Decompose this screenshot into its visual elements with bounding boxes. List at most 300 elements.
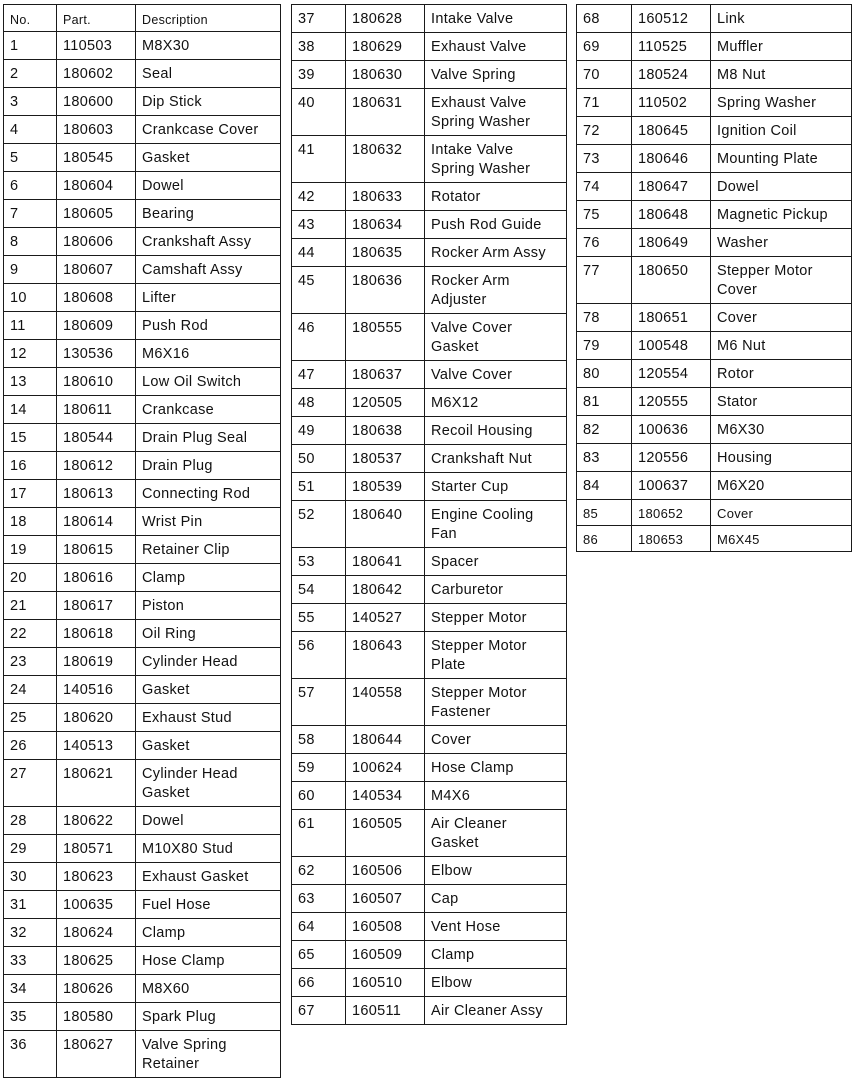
table-row	[4, 200, 281, 228]
table-row	[292, 754, 567, 782]
cell-description	[136, 704, 281, 732]
cell-description	[136, 620, 281, 648]
table-row	[4, 564, 281, 592]
table-row	[577, 89, 852, 117]
cell-part-text: 160508	[352, 919, 403, 935]
cell-part-text: 110525	[638, 39, 688, 55]
cell-part	[346, 782, 425, 810]
cell-description	[425, 782, 567, 810]
cell-description	[711, 201, 852, 229]
cell-no	[292, 33, 346, 61]
cell-no-text: 27	[10, 766, 27, 782]
cell-no-text: 69	[583, 39, 600, 55]
cell-no-text: 73	[583, 151, 600, 167]
cell-part	[346, 267, 425, 314]
cell-description-text: Rotor	[717, 366, 754, 382]
cell-part-text: 180608	[63, 290, 114, 306]
cell-no-text: 78	[583, 310, 600, 326]
cell-description-text: Crankcase	[142, 402, 215, 418]
cell-no	[292, 754, 346, 782]
cell-description-text: Hose Clamp	[142, 953, 225, 969]
cell-part-text: 160505	[352, 816, 403, 832]
cell-description-text: Stepper Motor	[431, 610, 527, 626]
cell-description	[136, 424, 281, 452]
cell-description	[425, 754, 567, 782]
cell-no	[292, 473, 346, 501]
cell-no	[4, 704, 57, 732]
cell-description	[136, 919, 281, 947]
cell-part	[346, 810, 425, 857]
table-header-row	[4, 5, 281, 32]
table-row	[292, 857, 567, 885]
cell-part	[346, 89, 425, 136]
cell-no-text: 9	[10, 262, 19, 278]
cell-part	[57, 704, 136, 732]
cell-part	[346, 885, 425, 913]
cell-no	[292, 576, 346, 604]
cell-no-text: 6	[10, 178, 19, 194]
cell-description	[136, 863, 281, 891]
cell-part	[346, 576, 425, 604]
cell-description	[425, 314, 567, 361]
cell-description	[136, 807, 281, 835]
cell-no-text: 79	[583, 338, 600, 354]
table-row	[4, 835, 281, 863]
parts-table-column-3	[576, 4, 852, 552]
cell-description	[425, 632, 567, 679]
cell-part-text: 180613	[63, 486, 114, 502]
cell-part-text: 180618	[63, 626, 114, 642]
cell-description	[711, 526, 852, 552]
cell-no-text: 51	[298, 479, 315, 495]
cell-no	[577, 500, 632, 526]
cell-no-text: 24	[10, 682, 27, 698]
cell-part	[346, 417, 425, 445]
table-row	[4, 88, 281, 116]
cell-description-text: Cap	[431, 891, 459, 907]
cell-part-text: 180571	[63, 841, 114, 857]
cell-description-text: Stator	[717, 394, 758, 410]
cell-part-text: 180642	[352, 582, 403, 598]
cell-description-text: Engine Cooling Fan	[431, 507, 534, 542]
cell-description	[711, 257, 852, 304]
cell-no	[577, 416, 632, 444]
cell-part	[57, 32, 136, 60]
table-row	[577, 500, 852, 526]
table-row	[4, 947, 281, 975]
cell-description-text: Spring Washer	[717, 95, 817, 111]
cell-no-text: 2	[10, 66, 19, 82]
cell-description	[136, 396, 281, 424]
cell-no-text: 34	[10, 981, 27, 997]
cell-no	[292, 941, 346, 969]
cell-description	[711, 472, 852, 500]
cell-part-text: 110502	[638, 95, 688, 111]
cell-description	[136, 947, 281, 975]
cell-description-text: M6X30	[717, 422, 765, 438]
cell-part-text: 180646	[638, 151, 689, 167]
cell-no-text: 39	[298, 67, 315, 83]
cell-description	[711, 500, 852, 526]
cell-description-text: Recoil Housing	[431, 423, 533, 439]
cell-no	[4, 648, 57, 676]
cell-description-text: Housing	[717, 450, 773, 466]
cell-description	[136, 975, 281, 1003]
table-row	[292, 473, 567, 501]
cell-description-text: M4X6	[431, 788, 471, 804]
cell-description-text: Valve Cover	[431, 367, 513, 383]
cell-no	[4, 88, 57, 116]
cell-no-text: 12	[10, 346, 27, 362]
cell-part	[57, 424, 136, 452]
cell-part-text: 180607	[63, 262, 114, 278]
cell-no	[577, 388, 632, 416]
cell-no	[292, 604, 346, 632]
cell-description	[425, 941, 567, 969]
cell-part	[632, 444, 711, 472]
cell-part-text: 100636	[638, 422, 689, 438]
cell-no	[292, 267, 346, 314]
table-row	[577, 332, 852, 360]
table-row	[292, 417, 567, 445]
cell-description-text: Seal	[142, 66, 173, 82]
table-row	[292, 389, 567, 417]
cell-no-text: 55	[298, 610, 315, 626]
cell-part-text: 130536	[63, 346, 114, 362]
cell-part	[346, 604, 425, 632]
cell-part	[346, 941, 425, 969]
cell-part-text: 160512	[638, 11, 689, 27]
cell-no-text: 47	[298, 367, 315, 383]
table-row	[577, 201, 852, 229]
cell-description-text: Cover	[717, 310, 758, 326]
cell-description-text: Lifter	[142, 290, 177, 306]
cell-description	[425, 473, 567, 501]
cell-description	[425, 136, 567, 183]
cell-no-text: 86	[583, 532, 599, 547]
cell-part-text: 180620	[63, 710, 114, 726]
cell-description-text: Rotator	[431, 189, 481, 205]
cell-no-text: 56	[298, 638, 315, 654]
cell-part	[57, 508, 136, 536]
cell-description-text: M8X30	[142, 38, 190, 54]
cell-part	[57, 452, 136, 480]
cell-no-text: 22	[10, 626, 27, 642]
cell-description-text: Stepper Motor Plate	[431, 638, 527, 673]
cell-part	[346, 239, 425, 267]
table-row	[292, 136, 567, 183]
cell-description	[711, 304, 852, 332]
cell-description	[425, 576, 567, 604]
cell-no	[292, 61, 346, 89]
cell-no	[292, 885, 346, 913]
cell-description	[136, 891, 281, 919]
table-row	[4, 648, 281, 676]
cell-no-text: 48	[298, 395, 315, 411]
cell-description	[136, 172, 281, 200]
cell-no	[4, 480, 57, 508]
cell-no-text: 45	[298, 273, 315, 289]
cell-no	[292, 389, 346, 417]
cell-part-text: 180612	[63, 458, 114, 474]
table-row	[577, 33, 852, 61]
cell-no-text: 76	[583, 235, 600, 251]
cell-part-text: 180640	[352, 507, 403, 523]
cell-no-text: 49	[298, 423, 315, 439]
cell-part	[57, 480, 136, 508]
parts-table	[291, 4, 567, 1025]
cell-description	[425, 810, 567, 857]
cell-no	[292, 913, 346, 941]
table-row	[4, 424, 281, 452]
cell-part-text: 180653	[638, 532, 684, 547]
cell-no	[292, 89, 346, 136]
cell-description-text: Valve Cover Gasket	[431, 320, 513, 355]
cell-description	[136, 340, 281, 368]
table-row	[4, 807, 281, 835]
header-part	[57, 5, 136, 32]
cell-no-text: 44	[298, 245, 315, 261]
table-row	[292, 445, 567, 473]
cell-description	[711, 61, 852, 89]
cell-part	[57, 835, 136, 863]
table-row	[292, 267, 567, 314]
table-row	[4, 312, 281, 340]
cell-part-text: 180622	[63, 813, 114, 829]
cell-description-text: Oil Ring	[142, 626, 196, 642]
cell-part-text: 180580	[63, 1009, 114, 1025]
cell-no	[4, 284, 57, 312]
table-row	[4, 975, 281, 1003]
cell-description	[425, 885, 567, 913]
cell-no	[292, 782, 346, 810]
table-row	[4, 508, 281, 536]
cell-no	[4, 947, 57, 975]
table-row	[4, 256, 281, 284]
cell-no	[292, 726, 346, 754]
cell-description	[136, 284, 281, 312]
cell-no-text: 20	[10, 570, 27, 586]
cell-part-text: 180652	[638, 506, 684, 521]
cell-description	[136, 536, 281, 564]
table-row	[4, 676, 281, 704]
cell-part-text: 180616	[63, 570, 114, 586]
cell-no	[4, 172, 57, 200]
cell-no	[4, 1003, 57, 1031]
cell-part-text: 180628	[352, 11, 403, 27]
cell-no	[577, 472, 632, 500]
parts-table-column-2	[291, 4, 567, 1025]
table-row	[577, 444, 852, 472]
cell-description-text: Piston	[142, 598, 185, 614]
cell-part-text: 180604	[63, 178, 114, 194]
cell-no-text: 67	[298, 1003, 315, 1019]
parts-table-column-1	[3, 4, 281, 1078]
table-row	[292, 969, 567, 997]
cell-no	[292, 211, 346, 239]
cell-part-text: 180611	[63, 402, 113, 418]
table-row	[577, 388, 852, 416]
table-row	[577, 472, 852, 500]
cell-no-text: 21	[10, 598, 27, 614]
cell-description	[136, 452, 281, 480]
cell-part-text: 180555	[352, 320, 403, 336]
table-row	[292, 33, 567, 61]
cell-no-text: 75	[583, 207, 600, 223]
cell-part-text: 180537	[352, 451, 403, 467]
cell-description-text: Wrist Pin	[142, 514, 203, 530]
cell-description	[425, 5, 567, 33]
table-row	[577, 5, 852, 33]
table-row	[4, 228, 281, 256]
cell-description-text: Exhaust Gasket	[142, 869, 249, 885]
cell-no	[4, 863, 57, 891]
cell-description-text: Cover	[431, 732, 472, 748]
cell-no-text: 17	[10, 486, 27, 502]
cell-no-text: 8	[10, 234, 19, 250]
cell-no	[4, 144, 57, 172]
table-row	[292, 361, 567, 389]
cell-part	[346, 969, 425, 997]
cell-no	[4, 312, 57, 340]
table-row	[4, 863, 281, 891]
cell-description-text: Hose Clamp	[431, 760, 514, 776]
cell-description-text: Gasket	[142, 150, 190, 166]
cell-description-text: Rocker Arm Assy	[431, 245, 546, 261]
cell-no-text: 68	[583, 11, 600, 27]
cell-part-text: 120556	[638, 450, 689, 466]
cell-no-text: 64	[298, 919, 315, 935]
cell-description-text: Push Rod Guide	[431, 217, 542, 233]
cell-part-text: 180627	[63, 1037, 114, 1053]
table-row	[4, 891, 281, 919]
cell-description	[136, 564, 281, 592]
cell-part	[346, 679, 425, 726]
cell-part-text: 100548	[638, 338, 689, 354]
table-row	[577, 229, 852, 257]
cell-no	[292, 445, 346, 473]
parts-table-body	[292, 5, 567, 1025]
cell-description-text: Muffler	[717, 39, 764, 55]
cell-description	[711, 33, 852, 61]
cell-description	[425, 726, 567, 754]
table-row	[4, 732, 281, 760]
cell-description-text: Clamp	[142, 570, 186, 586]
table-row	[292, 89, 567, 136]
cell-no	[292, 136, 346, 183]
cell-part	[57, 396, 136, 424]
cell-no-text: 84	[583, 478, 600, 494]
cell-no-text: 1	[10, 38, 19, 54]
cell-part-text: 160511	[352, 1003, 402, 1019]
table-row	[292, 239, 567, 267]
cell-no	[4, 919, 57, 947]
table-row	[577, 304, 852, 332]
cell-description-text: Washer	[717, 235, 769, 251]
cell-description-text: Exhaust Valve Spring Washer	[431, 95, 531, 130]
cell-no	[292, 501, 346, 548]
cell-description	[425, 548, 567, 576]
table-row	[4, 536, 281, 564]
table-row	[292, 632, 567, 679]
parts-table	[3, 4, 281, 1078]
header-no	[4, 5, 57, 32]
cell-part	[346, 754, 425, 782]
cell-no-text: 37	[298, 11, 315, 27]
cell-no	[4, 32, 57, 60]
cell-part	[346, 632, 425, 679]
cell-no-text: 11	[10, 318, 26, 334]
cell-description-text: Drain Plug Seal	[142, 430, 248, 446]
cell-description-text: Crankshaft Assy	[142, 234, 252, 250]
cell-part	[346, 389, 425, 417]
cell-description	[136, 116, 281, 144]
cell-description-text: Connecting Rod	[142, 486, 251, 502]
table-row	[4, 1031, 281, 1078]
cell-description	[425, 604, 567, 632]
table-row	[577, 416, 852, 444]
cell-part-text: 180621	[63, 766, 114, 782]
cell-no	[4, 592, 57, 620]
cell-description-text: Mounting Plate	[717, 151, 818, 167]
cell-description	[136, 32, 281, 60]
table-row	[292, 604, 567, 632]
cell-no	[4, 732, 57, 760]
cell-no	[292, 810, 346, 857]
cell-no-text: 63	[298, 891, 315, 907]
cell-no	[577, 117, 632, 145]
cell-part	[57, 863, 136, 891]
table-row	[4, 620, 281, 648]
cell-no-text: 54	[298, 582, 315, 598]
cell-part-text: 120554	[638, 366, 689, 382]
header-description	[136, 5, 281, 32]
cell-no-text: 58	[298, 732, 315, 748]
cell-description-text: Rocker Arm Adjuster	[431, 273, 510, 308]
cell-description-text: Intake Valve Spring Washer	[431, 142, 531, 177]
cell-description-text: M8X60	[142, 981, 190, 997]
cell-part-text: 100635	[63, 897, 114, 913]
cell-description	[136, 228, 281, 256]
cell-part-text: 140558	[352, 685, 403, 701]
cell-no	[577, 257, 632, 304]
cell-no-text: 85	[583, 506, 599, 521]
table-row	[577, 526, 852, 552]
cell-part-text: 180545	[63, 150, 114, 166]
table-row	[292, 501, 567, 548]
cell-description-text: M10X80 Stud	[142, 841, 234, 857]
cell-part-text: 180643	[352, 638, 403, 654]
cell-description-text: Bearing	[142, 206, 195, 222]
cell-no-text: 32	[10, 925, 27, 941]
table-row	[577, 117, 852, 145]
cell-no-text: 30	[10, 869, 27, 885]
table-row	[4, 144, 281, 172]
cell-part	[57, 732, 136, 760]
cell-no-text: 35	[10, 1009, 27, 1025]
cell-description-text: Dowel	[142, 178, 184, 194]
cell-description-text: Elbow	[431, 863, 472, 879]
cell-no	[4, 340, 57, 368]
cell-part	[632, 304, 711, 332]
table-row	[4, 172, 281, 200]
cell-no	[292, 5, 346, 33]
cell-description-text: Valve Spring Retainer	[142, 1037, 227, 1072]
cell-part-text: 180638	[352, 423, 403, 439]
cell-part	[632, 360, 711, 388]
cell-no	[4, 1031, 57, 1078]
cell-part	[57, 284, 136, 312]
